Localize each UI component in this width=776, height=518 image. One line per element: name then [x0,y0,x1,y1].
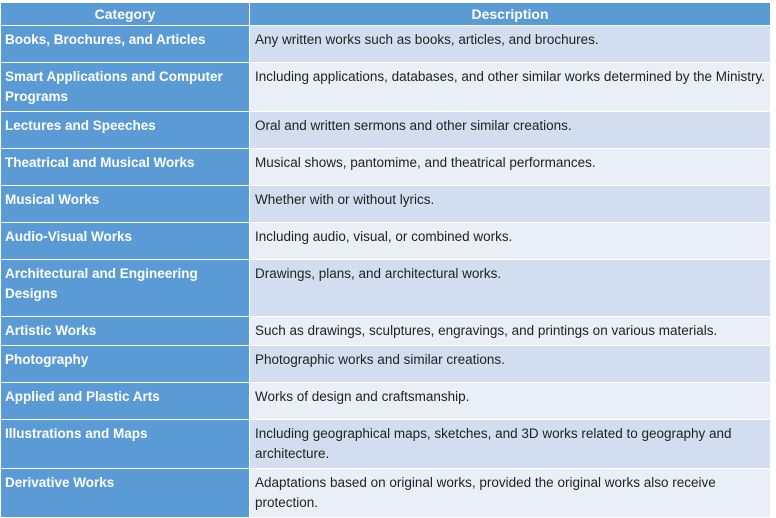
row-description: Musical shows, pantomime, and theatrical performances. [250,149,771,186]
row-description: Adaptations based on original works, provided the original works also receive protection. [250,469,771,518]
header-description: Description [250,3,771,26]
row-category: Books, Brochures, and Articles [1,26,250,63]
row-category: Lectures and Speeches [1,112,250,149]
row-description: Drawings, plans, and architectural works. [250,260,771,317]
table-row [1,223,771,260]
row-description: Whether with or without lyrics. [250,186,771,223]
row-description: Any written works such as books, articles, and brochures. [250,26,771,63]
row-category: Illustrations and Maps [1,420,250,469]
row-category: Audio-Visual Works [1,223,250,260]
row-category: Architectural and Engineering Designs [1,260,250,317]
row-description: Such as drawings, sculptures, engravings, and printings on various materials. [250,317,771,346]
table-header-row [1,3,771,26]
row-category: Theatrical and Musical Works [1,149,250,186]
row-description: Oral and written sermons and other similar creations. [250,112,771,149]
row-category: Artistic Works [1,317,250,346]
row-category: Musical Works [1,186,250,223]
header-category: Category [1,3,250,26]
row-category: Applied and Plastic Arts [1,383,250,420]
table-row [1,149,771,186]
categories-table-container [0,2,770,518]
row-description: Including applications, databases, and other similar works determined by the Ministry. [250,63,771,112]
table-row [1,317,771,346]
row-description: Works of design and craftsmanship. [250,383,771,420]
table-row [1,383,771,420]
table-row [1,469,771,518]
table-row [1,112,771,149]
row-description: Photographic works and similar creations. [250,346,771,383]
table-row [1,63,771,112]
table-row [1,260,771,317]
categories-table [0,2,771,518]
table-row [1,186,771,223]
table-row [1,420,771,469]
table-row [1,26,771,63]
row-category: Photography [1,346,250,383]
row-category: Derivative Works [1,469,250,518]
row-category: Smart Applications and Computer Programs [1,63,250,112]
table-row [1,346,771,383]
row-description: Including audio, visual, or combined works. [250,223,771,260]
row-description: Including geographical maps, sketches, and 3D works related to geography and architecture. [250,420,771,469]
